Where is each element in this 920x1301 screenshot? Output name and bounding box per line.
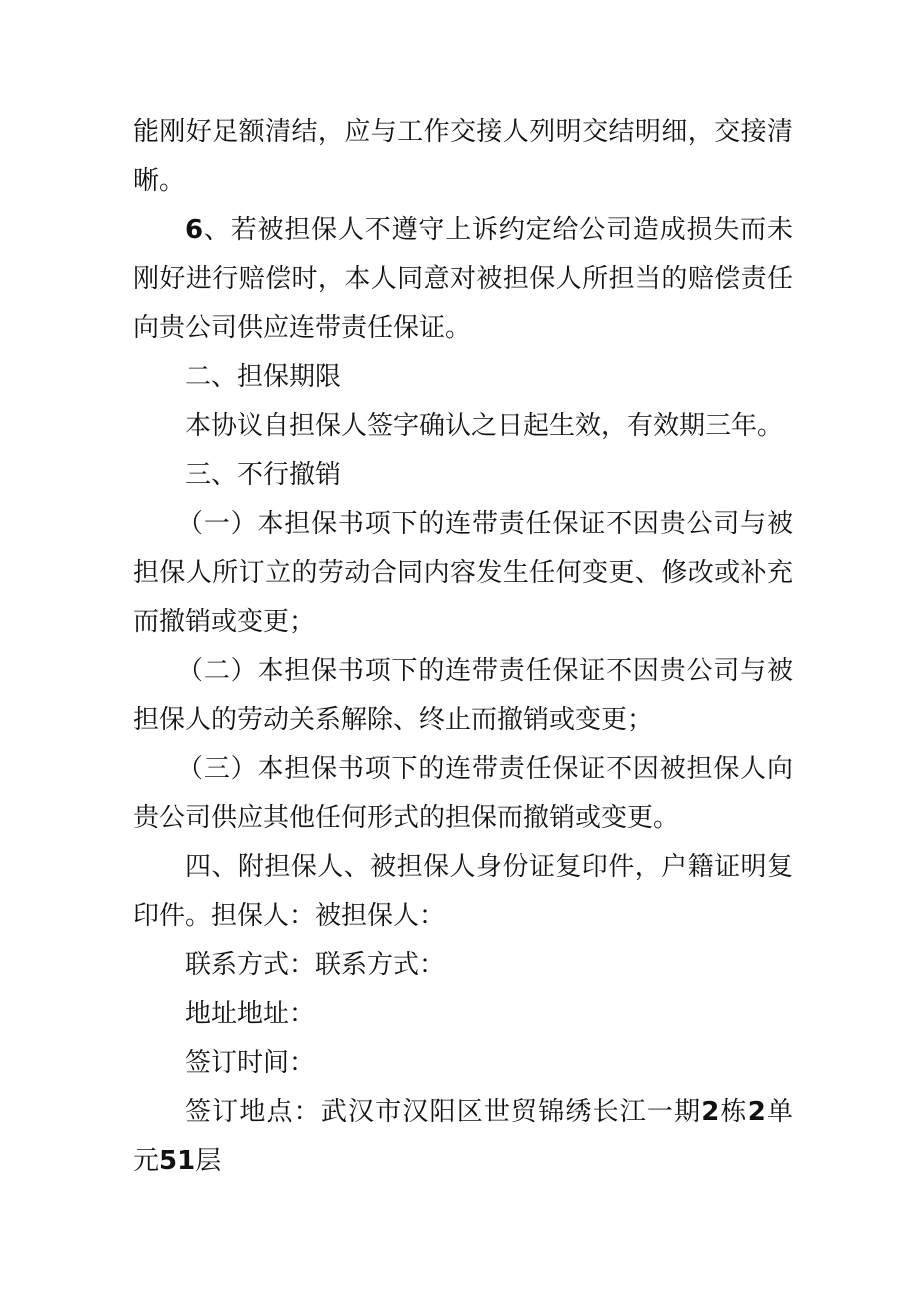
paragraph-term: 本协议自担保人签字确认之日起生效，有效期三年。 xyxy=(185,411,784,441)
building-unit-label: 栋 xyxy=(719,1097,748,1127)
unit-number: 2 xyxy=(747,1097,766,1127)
address-line: 地址地址： xyxy=(185,999,316,1029)
document-body xyxy=(133,108,793,1186)
building-number: 2 xyxy=(701,1097,720,1127)
section-heading-irrevocable: 三、不行撤销 xyxy=(185,460,342,490)
unit-label: 单元 xyxy=(133,1097,793,1176)
paragraph-handover: 能刚好足额清结，应与工作交接人列明交结明细，交接清晰。 xyxy=(133,117,793,196)
list-item-one: （一）本担保书项下的连带责任保证不因贵公司与被担保人所订立的劳动合同内容发生任何变更、修改或补充而撤销或变更； xyxy=(133,509,793,637)
list-item-two: （二）本担保书项下的连带责任保证不因贵公司与被担保人的劳动关系解除、终止而撤销或变更； xyxy=(133,656,793,735)
paragraph-clause-6 xyxy=(133,206,793,353)
floor-number: 51 xyxy=(159,1146,196,1176)
contact-line: 联系方式：联系方式： xyxy=(185,950,446,980)
clause-text: 、若被担保人不遵守上诉约定给公司造成损失而未刚好进行赔偿时，本人同意对被担保人所担当的赔偿责任向贵公司供应连带责任保证。 xyxy=(133,215,793,343)
floor-label: 层 xyxy=(195,1146,222,1176)
paragraph-attachments: 四、附担保人、被担保人身份证复印件，户籍证明复印件。担保人：被担保人： xyxy=(133,852,793,931)
sign-place-line xyxy=(133,1088,793,1186)
sign-time-line: 签订时间： xyxy=(185,1048,316,1078)
sign-place-label: 签订地点：武汉市汉阳区世贸锦绣长江一期 xyxy=(185,1097,702,1127)
list-item-three: （三）本担保书项下的连带责任保证不因被担保人向贵公司供应其他任何形式的担保而撤销或变更。 xyxy=(133,754,793,833)
clause-number: 6 xyxy=(185,215,204,245)
section-heading-term: 二、担保期限 xyxy=(185,362,342,392)
